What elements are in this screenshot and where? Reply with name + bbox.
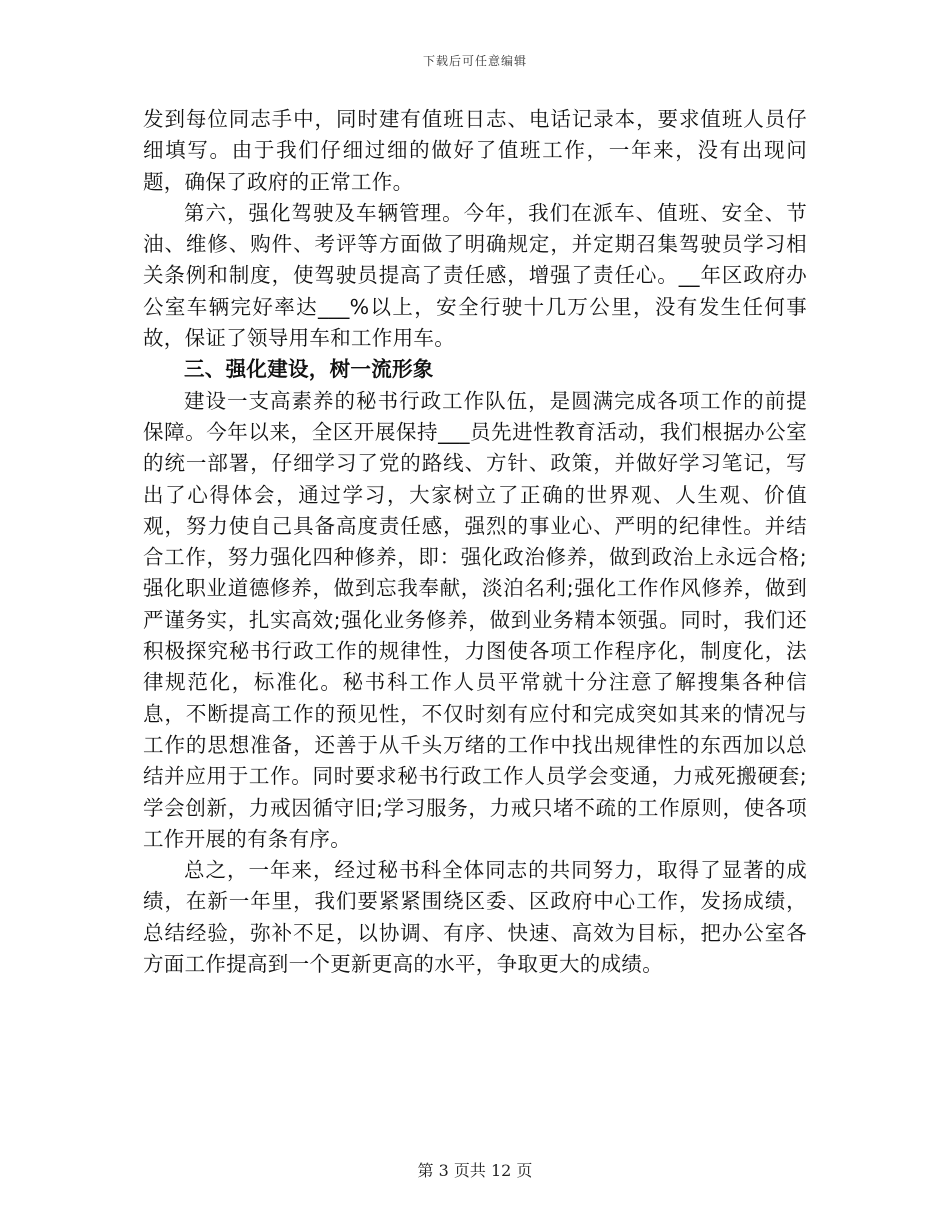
paragraph-team-building: 建设一支高素养的秘书行政工作队伍，是圆满完成各项工作的前提保障。今年以来，全区开展保持___员先进性教育活动，我们根据办公室的统一部署，仔细学习了党的路线、方针、政策，并做好学习笔记，写出了心得体会，通过学习，大家树立了正确的世界观、人生观、价值观，努力使自己具备高度责任感，强烈的事业心、严明的纪律性。并结合工作，努力强化四种修养，即：强化政治修养，做到政治上永远合格;强化职业道德修养，做到忘我奉献，淡泊名利;强化工作作风修养，做到严谨务实，扎实高效;强化业务修养，做到业务精本领强。同时，我们还积极探究秘书行政工作的规律性，力图使各项工作程序化，制度化，法律规范化，标准化。秘书科工作人员平常就十分注意了解搜集各种信息，不断提高工作的预见性，不仅时刻有应付和完成突如其来的情况与工作的思想准备，还善于从千头万绪的工作中找出规律性的东西加以总结并应用于工作。同时要求秘书行政工作人员学会变通，力戒死搬硬套;学会创新，力戒因循守旧;学习服务，力戒只堵不疏的工作原则，使各项工作开展的有条有序。: [143, 388, 807, 851]
paragraph-continuation: 发到每位同志手中，同时建有值班日志、电话记录本，要求值班人员仔细填写。由于我们仔细过细的做好了值班工作，一年来，没有出现问题，确保了政府的正常工作。: [143, 107, 807, 194]
paragraph-vehicle-management: 第六，强化驾驶及车辆管理。今年，我们在派车、值班、安全、节油、维修、购件、考评等方面做了明确规定，并定期召集驾驶员学习相关条例和制度，使驾驶员提高了责任感，增强了责任心。__年区政府办公室车辆完好率达___%以上，安全行驶十几万公里，没有发生任何事故，保证了领导用车和工作用车。: [143, 200, 807, 351]
paragraph-conclusion: 总之，一年来，经过秘书科全体同志的共同努力，取得了显著的成绩，在新一年里，我们要紧紧围绕区委、区政府中心工作，发扬成绩，总结经验，弥补不足，以协调、有序、快速、高效为目标，把办公室各方面工作提高到一个更新更高的水平，争取更大的成绩。: [143, 858, 807, 977]
header-note: 下载后可任意编辑: [422, 54, 527, 68]
document-body: [143, 104, 807, 980]
page-number: 第 3 页共 12 页: [417, 1161, 533, 1180]
section-heading: 三、强化建设，树一流形象: [184, 357, 434, 382]
